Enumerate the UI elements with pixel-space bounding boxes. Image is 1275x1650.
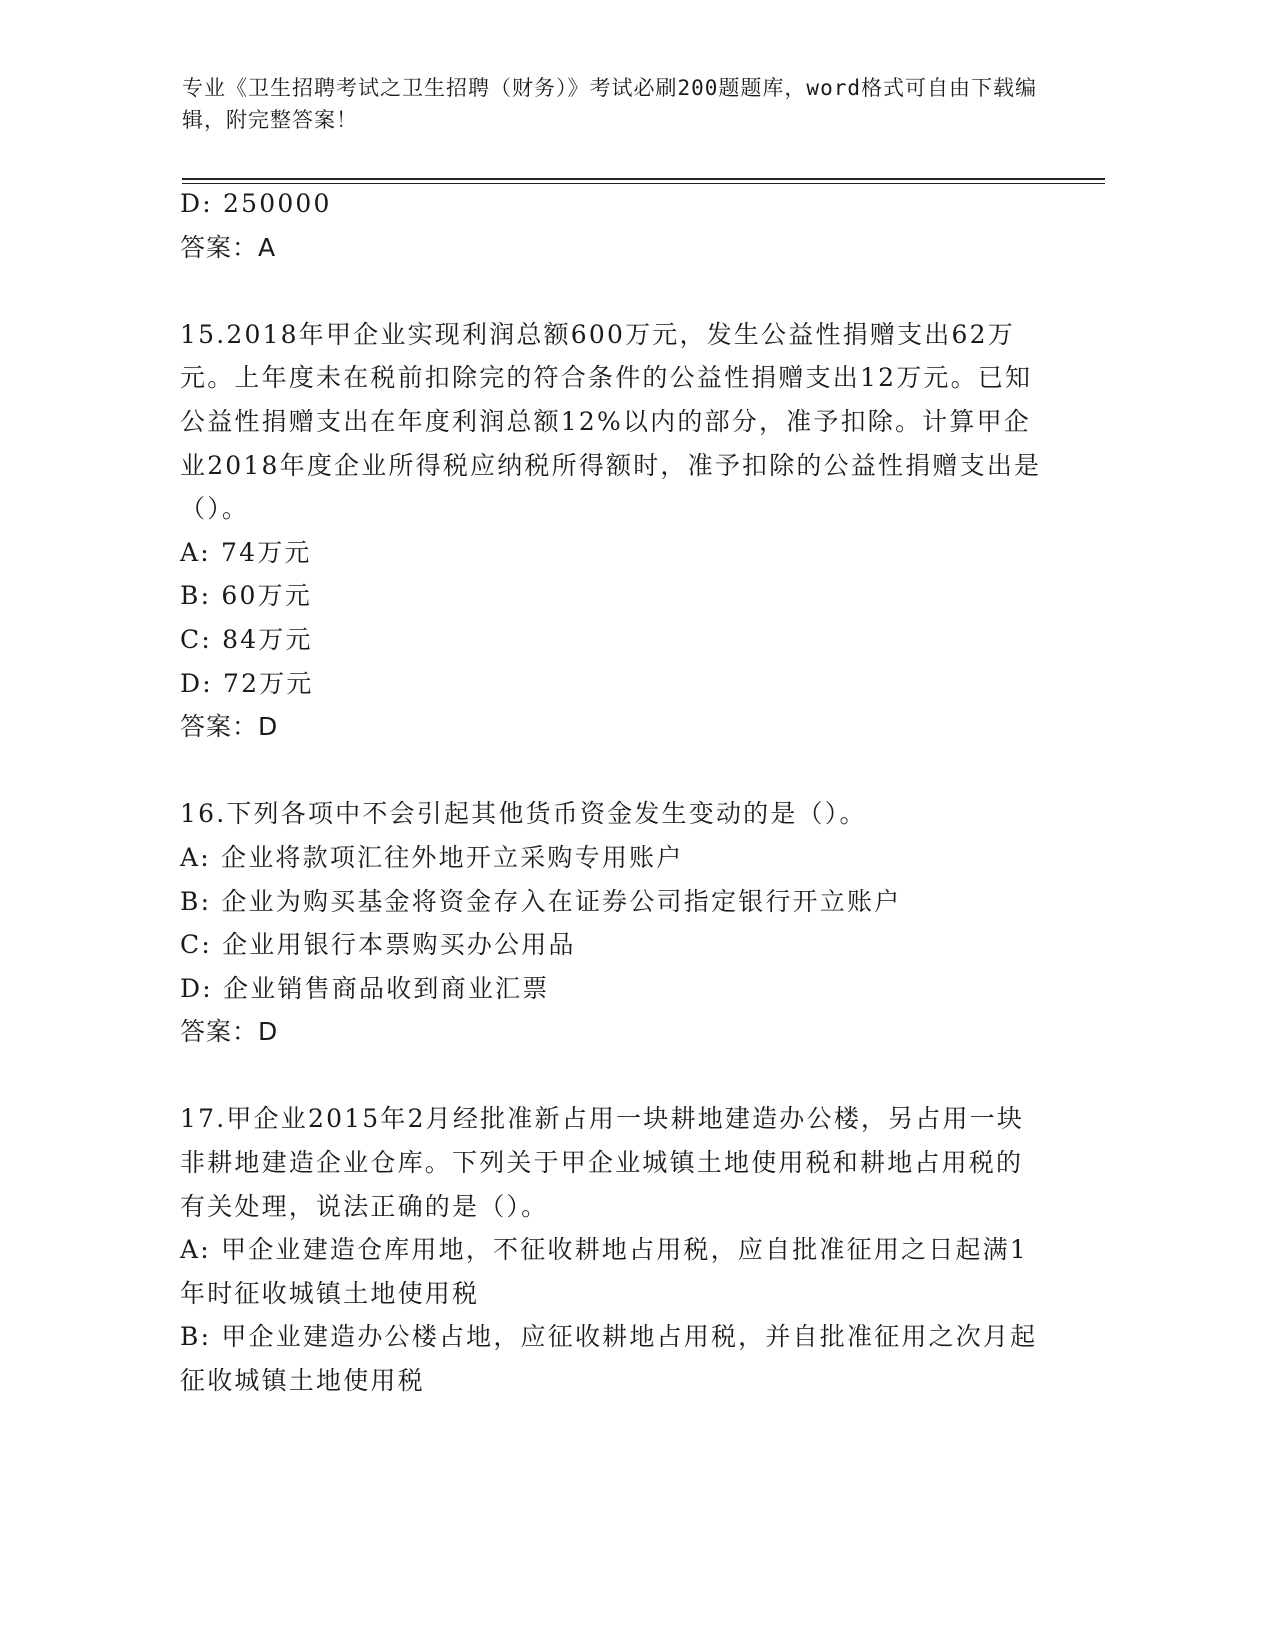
question-stem: 17.甲企业2015年2月经批准新占用一块耕地建造办公楼，另占用一块非耕地建造企业仓库。下列关于甲企业城镇土地使用税和耕地占用税的有关处理，说法正确的是（）。 [180, 1104, 1025, 1221]
option-d: D: 72万元 [180, 668, 314, 698]
option-a: A: 企业将款项汇往外地开立采购专用账户 [180, 842, 684, 872]
page-header: 专业《卫生招聘考试之卫生招聘（财务）》考试必刷200题题库，word格式可自由下载编辑，附完整答案！ [182, 76, 1037, 132]
spacer [180, 1054, 1050, 1098]
question-stem: 15.2018年甲企业实现利润总额600万元，发生公益性捐赠支出62万元。上年度未在税前扣除完的符合条件的公益性捐赠支出12万元。已知公益性捐赠支出在年度利润总额12%以内的部分，准予扣除。计算甲企业2018年度企业所得税应纳税所得额时，准予扣除的公益性捐赠支出是（）。 [180, 319, 1042, 524]
spacer [180, 749, 1050, 793]
question-stem: 16.下列各项中不会引起其他货币资金发生变动的是（）。 [180, 799, 867, 829]
answer-line: 答案：D [180, 712, 279, 742]
option-b: B: 企业为购买基金将资金存入在证券公司指定银行开立账户 [180, 886, 902, 916]
header-divider-thick [182, 178, 1105, 180]
option-a: A: 74万元 [180, 537, 312, 567]
spacer [180, 269, 1050, 313]
question-14-tail [180, 182, 1050, 269]
question-16 [180, 792, 1050, 1054]
answer-line: 答案：D [180, 1017, 279, 1047]
option-a: A: 甲企业建造仓库用地，不征收耕地占用税，应自批准征用之日起满1年时征收城镇土地使用税 [180, 1235, 1028, 1308]
option-c: C: 84万元 [180, 624, 313, 654]
question-17 [180, 1097, 1050, 1402]
option-d: D: 企业销售商品收到商业汇票 [180, 973, 550, 1003]
answer-line: 答案：A [180, 232, 277, 262]
question-15 [180, 313, 1050, 749]
option-b: B: 甲企业建造办公楼占地，应征收耕地占用税，并自批准征用之次月起征收城镇土地使用税 [180, 1322, 1038, 1396]
option-b: B: 60万元 [180, 581, 312, 611]
document-body [180, 182, 1050, 1403]
option-c: C: 企业用银行本票购买办公用品 [180, 930, 576, 960]
option-d: D: 250000 [180, 189, 332, 218]
